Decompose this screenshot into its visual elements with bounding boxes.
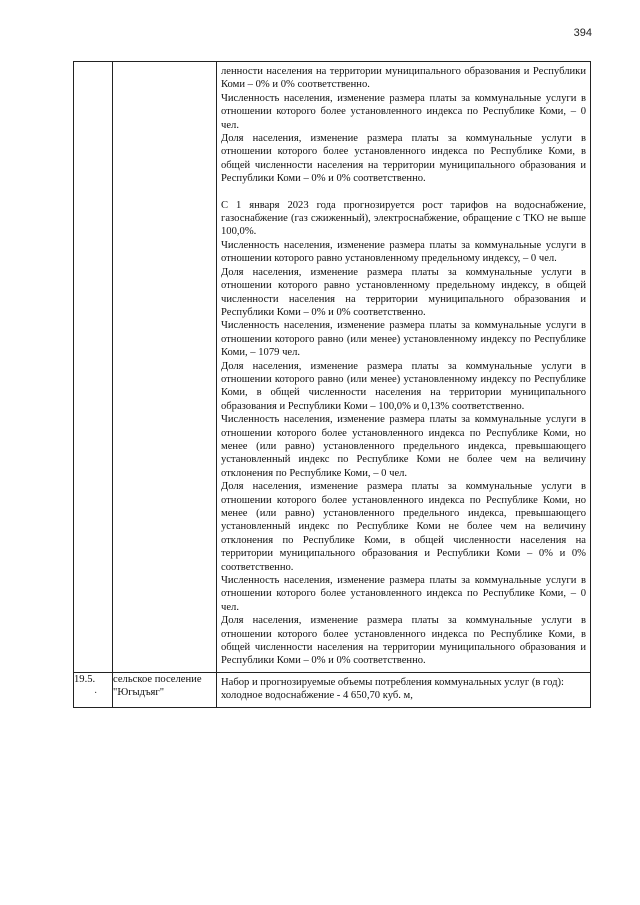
row-number-cell <box>74 62 113 673</box>
paragraph: Численность населения, изменение размера платы за коммунальные услуги в отношении которого равно установленному предельному индексу, – 0 чел. <box>221 239 586 265</box>
paragraph: Доля населения, изменение размера платы за коммунальные услуги в отношении которого равно (или менее) установленному индексу по Республике Коми, в общей численности населения на территории муниципального образования и Республики Коми – 100,0% и 0,13% соответственно. <box>221 360 586 412</box>
row-number-cell: 19.5. <box>74 672 113 707</box>
margin-mark: · <box>94 688 98 699</box>
paragraph-gap <box>221 186 586 199</box>
settlement-name-cell <box>113 62 217 673</box>
description-cell <box>217 62 591 673</box>
page-number: 394 <box>573 27 592 39</box>
paragraph: Численность населения, изменение размера платы за коммунальные услуги в отношении которого равно (или менее) установленному индексу по Республике Коми, – 1079 чел. <box>221 320 586 359</box>
table-row <box>74 672 591 707</box>
paragraph: Численность населения, изменение размера платы за коммунальные услуги в отношении которого более установленного индекса по Республике Коми, но менее (или равно) установленного предельного индекса, превышающего установленный индекс по Республике Коми не более чем на величину отклонения по Республике Коми, – 0 чел. <box>221 414 586 479</box>
paragraph: Доля населения, изменение размера платы за коммунальные услуги в отношении которого более установленного индекса по Республике Коми, но менее (или равно) установленного предельного индекса, превышающего установленный индекс по Республике Коми не более чем на величину отклонения по Республике Коми, в общей численности населения на территории муниципального образования и Республики Коми – 0% и 0% соответственно. <box>221 481 586 573</box>
paragraph: холодное водоснабжение - 4 650,70 куб. м, <box>221 690 413 702</box>
paragraph: С 1 января 2023 года прогнозируется рост тарифов на водоснабжение, газоснабжение (газ сжиженный), электроснабжение, обращение с ТКО не выше 100,0%. <box>221 199 586 238</box>
paragraph: Набор и прогнозируемые объемы потребления коммунальных услуг (в год): <box>221 676 564 688</box>
paragraph: Доля населения, изменение размера платы за коммунальные услуги в отношении которого равно установленному предельному индексу, в общей численности населения на территории муниципального образования и Республики Коми – 0% и 0% соответственно. <box>221 266 586 318</box>
paragraph: Доля населения, изменение размера платы за коммунальные услуги в отношении которого более установленного индекса по Республике Коми, в общей численности населения на территории муниципального образования и Республики Коми – 0% и 0% соответственно. <box>221 133 586 185</box>
paragraph: Численность населения, изменение размера платы за коммунальные услуги в отношении которого более установленного индекса по Республике Коми, – 0 чел. <box>221 92 586 131</box>
paragraph: ленности населения на территории муниципального образования и Республики Коми – 0% и 0% соответственно. <box>221 66 586 91</box>
paragraph: Доля населения, изменение размера платы за коммунальные услуги в отношении которого более установленного индекса по Республике Коми, в общей численности населения на территории муниципального образования и Республики Коми – 0% и 0% соответственно. <box>221 615 586 667</box>
description-cell <box>217 672 591 707</box>
settlement-name-cell: сельское поселение "Югыдъяг" <box>113 672 217 707</box>
paragraph: Численность населения, изменение размера платы за коммунальные услуги в отношении которого более установленного индекса по Республике Коми, – 0 чел. <box>221 575 586 613</box>
document-table <box>73 61 591 708</box>
table-row <box>74 62 591 673</box>
